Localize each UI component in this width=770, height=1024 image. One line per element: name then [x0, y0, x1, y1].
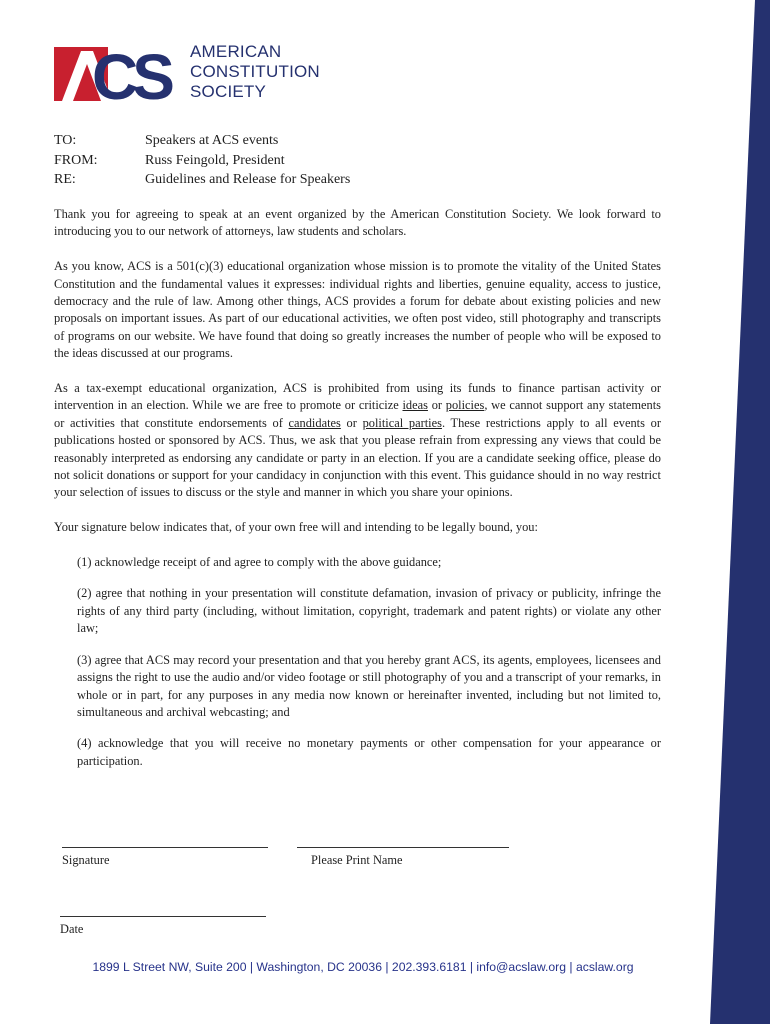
- date-label: Date: [60, 922, 84, 936]
- signature-line[interactable]: [62, 847, 268, 848]
- print-name-block: [297, 847, 509, 869]
- date-line[interactable]: [60, 916, 266, 917]
- list-item: (2) agree that nothing in your presentation will constitute defamation, invasion of privacy or publicity, infringe the rights of any third party (including, without limitation, copyright, trademark and patent rights) or violate any other law;: [77, 586, 661, 636]
- list-item: (3) agree that ACS may record your presentation and that you hereby grant ACS, its agents, employees, licensees and assigns the right to use the audio and/or video footage or still photography of you and a transcript of your remarks, in whole or in part, for any purposes in any media now known or hereinafter invented, including but not limited to, simultaneous and archival webcasting; and: [77, 652, 661, 719]
- memo-re-value: Guidelines and Release for Speakers: [145, 172, 351, 187]
- paragraph-signature-intro: Your signature below indicates that, of your own free will and intending to be legally bound, you:: [54, 520, 538, 535]
- logo-line-1: AMERICAN: [190, 42, 282, 61]
- signature-block: [62, 847, 268, 869]
- logo-line-2: CONSTITUTION: [190, 62, 320, 81]
- memo-from-key: FROM:: [54, 152, 98, 168]
- memo-re-key: RE:: [54, 172, 76, 187]
- memo-header: [54, 131, 350, 190]
- letter-body: [54, 206, 661, 784]
- signature-label: Signature: [62, 853, 110, 867]
- agreement-list: [77, 554, 661, 770]
- logo-line-3: SOCIETY: [190, 82, 267, 101]
- paragraph-tax-exempt: [54, 380, 661, 502]
- p3-text-d: or: [340, 415, 363, 430]
- acs-logo: [54, 42, 354, 104]
- memo-to-value: Speakers at ACS events: [145, 133, 279, 148]
- acs-logo-mark: [54, 47, 182, 101]
- ideas-underlined: ideas: [402, 398, 428, 413]
- svg-text:CS: CS: [92, 47, 169, 101]
- print-name-label: Please Print Name: [311, 853, 403, 867]
- print-name-line[interactable]: [297, 847, 509, 848]
- memo-re-row: [54, 170, 350, 190]
- policies-underlined: policies: [445, 398, 485, 413]
- paragraph-mission: As you know, ACS is a 501(c)(3) educational organization whose mission is to promote the vitality of the United States Constitution and the fundamental values it expresses: individual rights and liberties, genuine equality, access to justice, democracy and the rule of law. Among other things, ACS provides a forum for debate about existing policies and new proposals on important issues. As part of our educational activities, we often post video, still photography and transcripts of programs on our website. We have found that doing so greatly increases the number of people who will be exposed to the ideas discussed at our programs.: [54, 259, 661, 361]
- p3-text-a: As a tax-exempt educational organization, ACS is prohibited from using its funds to finance partisan activity or intervention in an election. While we are free to promote or criticize: [54, 381, 661, 413]
- memo-from-value: Russ Feingold, President: [145, 152, 285, 168]
- date-block: [60, 916, 266, 938]
- list-item: (4) acknowledge that you will receive no monetary payments or other compensation for your appearance or participation.: [77, 736, 661, 768]
- memo-to-row: [54, 131, 350, 151]
- logo-wordmark: [190, 42, 320, 102]
- political-parties-underlined: political parties: [362, 415, 442, 430]
- p3-text-b: or: [427, 398, 446, 413]
- list-item: (1) acknowledge receipt of and agree to comply with the above guidance;: [77, 555, 442, 570]
- p3-text-e: . These restrictions apply to all events or publications hosted or sponsored by ACS. Thus, we ask that you please refrain from expressing any views that could be reasonably interpreted as endorsing any candidate or party in an election. If you are a candidate seeking office, please do not solicit donations or support for your candidacy in conjunction with this event. This guidance should in no way restrict your selection of issues to discuss or the style and manner in which you share your opinions.: [54, 415, 661, 500]
- paragraph-thanks: Thank you for agreeing to speak at an event organized by the American Constitution Society. We look forward to introducing you to our network of attorneys, law students and scholars.: [54, 207, 661, 239]
- candidates-underlined: candidates: [288, 415, 341, 430]
- footer-contact: 1899 L Street NW, Suite 200 | Washington, DC 20036 | 202.393.6181 | info@acslaw.org | acslaw.org: [92, 960, 634, 974]
- memo-from-row: [54, 151, 350, 171]
- p3-text-c: , we cannot support any statements or activities that constitute endorsements of: [54, 398, 661, 430]
- memo-to-key: TO:: [54, 133, 77, 148]
